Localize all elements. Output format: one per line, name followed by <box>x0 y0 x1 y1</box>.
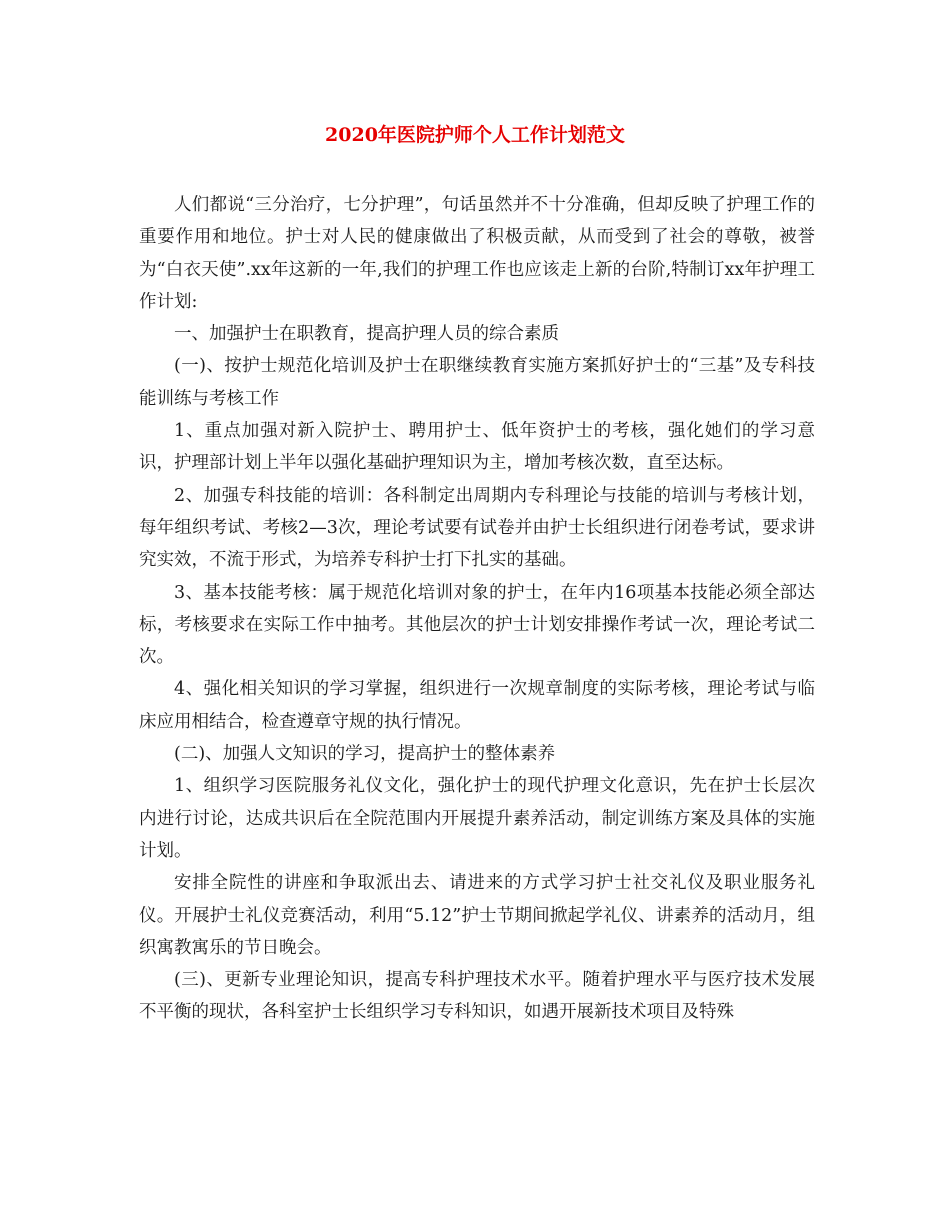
subsection-heading-2: (二)、加强人文知识的学习，提高护士的整体素养 <box>174 744 556 765</box>
paragraph-item-2: 2、加强专科技能的培训：各科制定出周期内专科理论与技能的培训与考核计划，每年组织考试、考核2—3次，理论考试要有试卷并由护士长组织进行闭卷考试，要求讲究实效，不流于形式，为培养专科护士打下扎实的基础。 <box>139 485 815 571</box>
paragraph-item-3: 3、基本技能考核：属于规范化培训对象的护士，在年内16项基本技能必须全部达标，考核要求在实际工作中抽考。其他层次的护士计划安排操作考试一次，理论考试二次。 <box>139 582 815 668</box>
paragraph-item-1: 1、重点加强对新入院护士、聘用护士、低年资护士的考核，强化她们的学习意识，护理部计划上半年以强化基础护理知识为主，增加考核次数，直至达标。 <box>139 421 815 474</box>
paragraph-item-5: 1、组织学习医院服务礼仪文化，强化护士的现代护理文化意识，先在护士长层次内进行讨论，达成共识后在全院范围内开展提升素养活动，制定训练方案及具体的实施计划。 <box>139 776 815 861</box>
document-title: 2020年医院护师个人工作计划范文 <box>325 124 625 146</box>
subsection-heading-3: (三)、更新专业理论知识，提高专科护理技术水平。随着护理水平与医疗技术发展不平衡的现状，各科室护士长组织学习专科知识，如遇开展新技术项目及特殊 <box>139 970 815 1023</box>
paragraph-item-4: 4、强化相关知识的学习掌握，组织进行一次规章制度的实际考核，理论考试与临床应用相结合，检查遵章守规的执行情况。 <box>139 679 815 732</box>
paragraph-item-6: 安排全院性的讲座和争取派出去、请进来的方式学习护士社交礼仪及职业服务礼仪。开展护士礼仪竞赛活动，利用“5.12”护士节期间掀起学礼仪、讲素养的活动月，组织寓教寓乐的节日晚会。 <box>139 873 815 958</box>
subsection-heading-1: (一)、按护士规范化培训及护士在职继续教育实施方案抓好护士的“三基”及专科技能训练与考核工作 <box>139 356 815 409</box>
section-heading-1: 一、加强护士在职教育，提高护理人员的综合素质 <box>174 324 559 345</box>
document-body <box>139 189 815 1029</box>
paragraph-intro: 人们都说“三分治疗，七分护理”，句话虽然并不十分准确，但却反映了护理工作的重要作用和地位。护士对人民的健康做出了积极贡献，从而受到了社会的尊敬，被誉为“白衣天使”.xx年这新的一年,我们的护理工作也应该走上新的台阶,特制订xx年护理工作计划: <box>139 195 815 312</box>
